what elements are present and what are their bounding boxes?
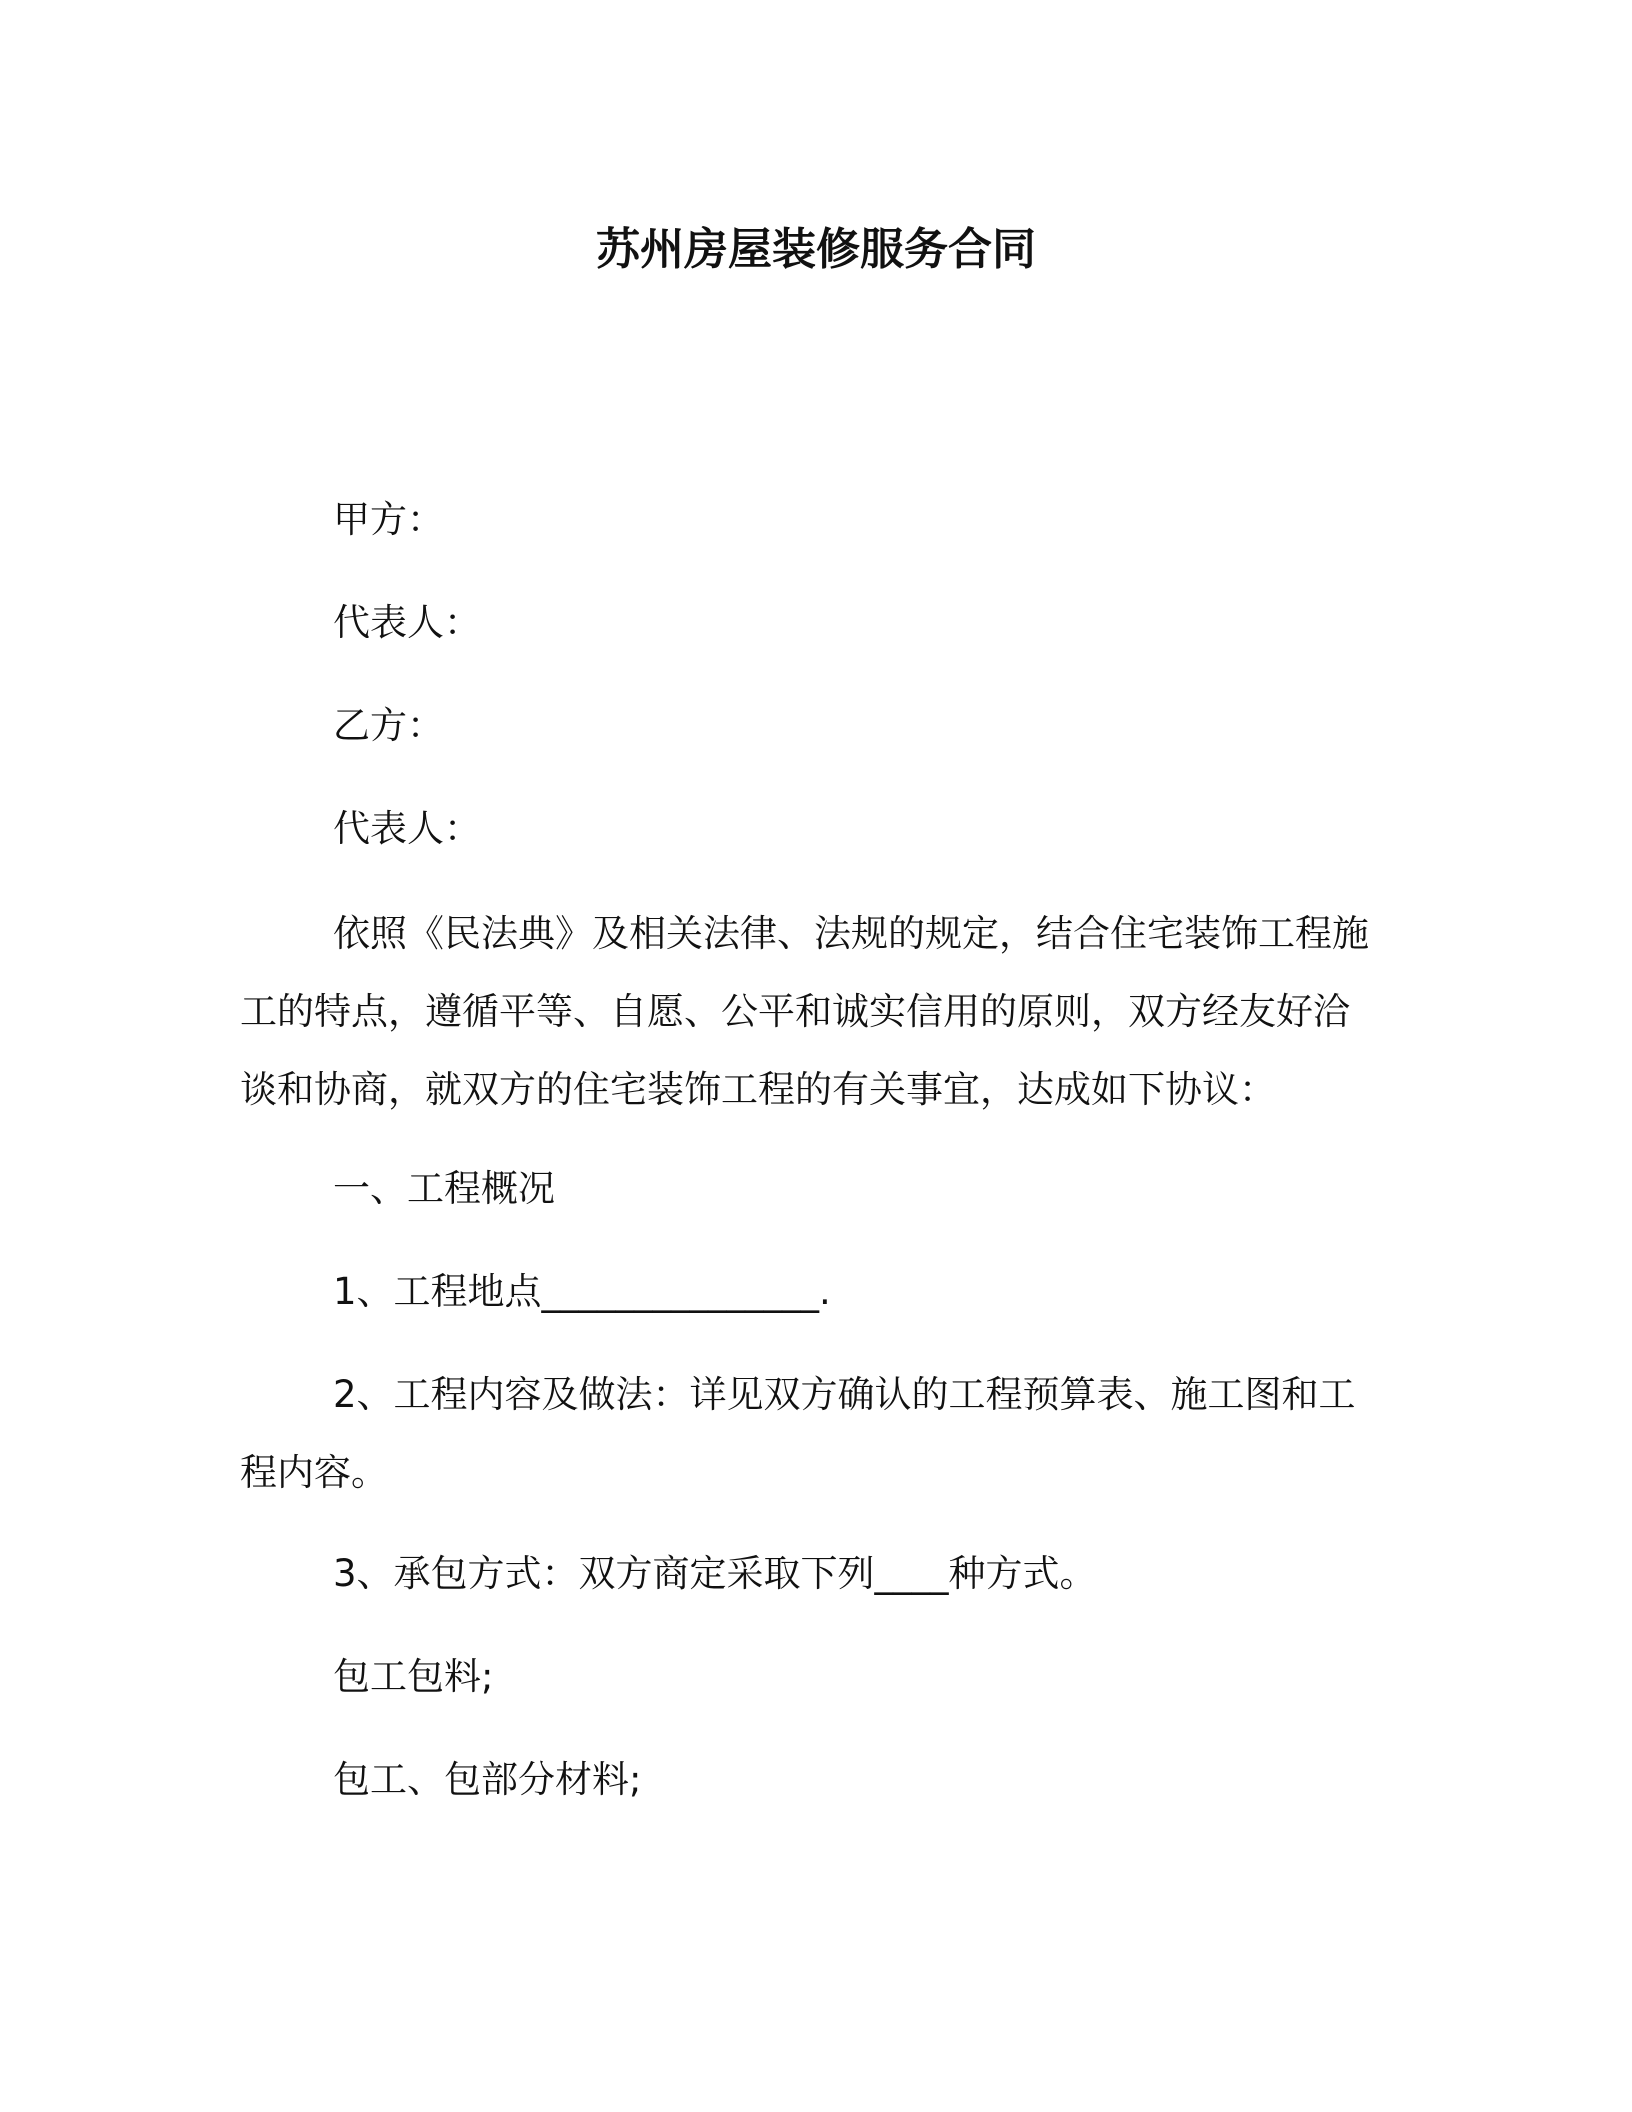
- item-2-line-1: 2、工程内容及做法：详见双方确认的工程预算表、施工图和工: [333, 1373, 1356, 1416]
- item-2-paragraph: [240, 1356, 1380, 1512]
- party-a-label: 甲方：: [333, 498, 444, 541]
- party-b-representative-label: 代表人：: [333, 807, 481, 850]
- preamble-line-1: 依照《民法典》及相关法律、法规的规定，结合住宅装饰工程施: [333, 912, 1369, 955]
- party-b-label: 乙方：: [333, 704, 444, 747]
- option-labor-and-partial-materials: 包工、包部分材料;: [333, 1758, 642, 1801]
- preamble-line-2: 工的特点，遵循平等、自愿、公平和诚实信用的原则，双方经友好洽: [240, 990, 1350, 1033]
- option-labor-and-materials: 包工包料;: [333, 1655, 494, 1698]
- party-a-representative-label: 代表人：: [333, 601, 481, 644]
- document-title: 苏州房屋装修服务合同: [596, 224, 1036, 275]
- section-1-heading: 一、工程概况: [333, 1167, 555, 1210]
- item-1-project-location: 1、工程地点_______________.: [333, 1270, 831, 1313]
- preamble-paragraph: [240, 895, 1380, 1129]
- preamble-line-3: 谈和协商，就双方的住宅装饰工程的有关事宜，达成如下协议：: [240, 1068, 1276, 1111]
- item-3-contract-method: 3、承包方式：双方商定采取下列____种方式。: [333, 1552, 1097, 1595]
- item-2-line-2: 程内容。: [240, 1451, 388, 1494]
